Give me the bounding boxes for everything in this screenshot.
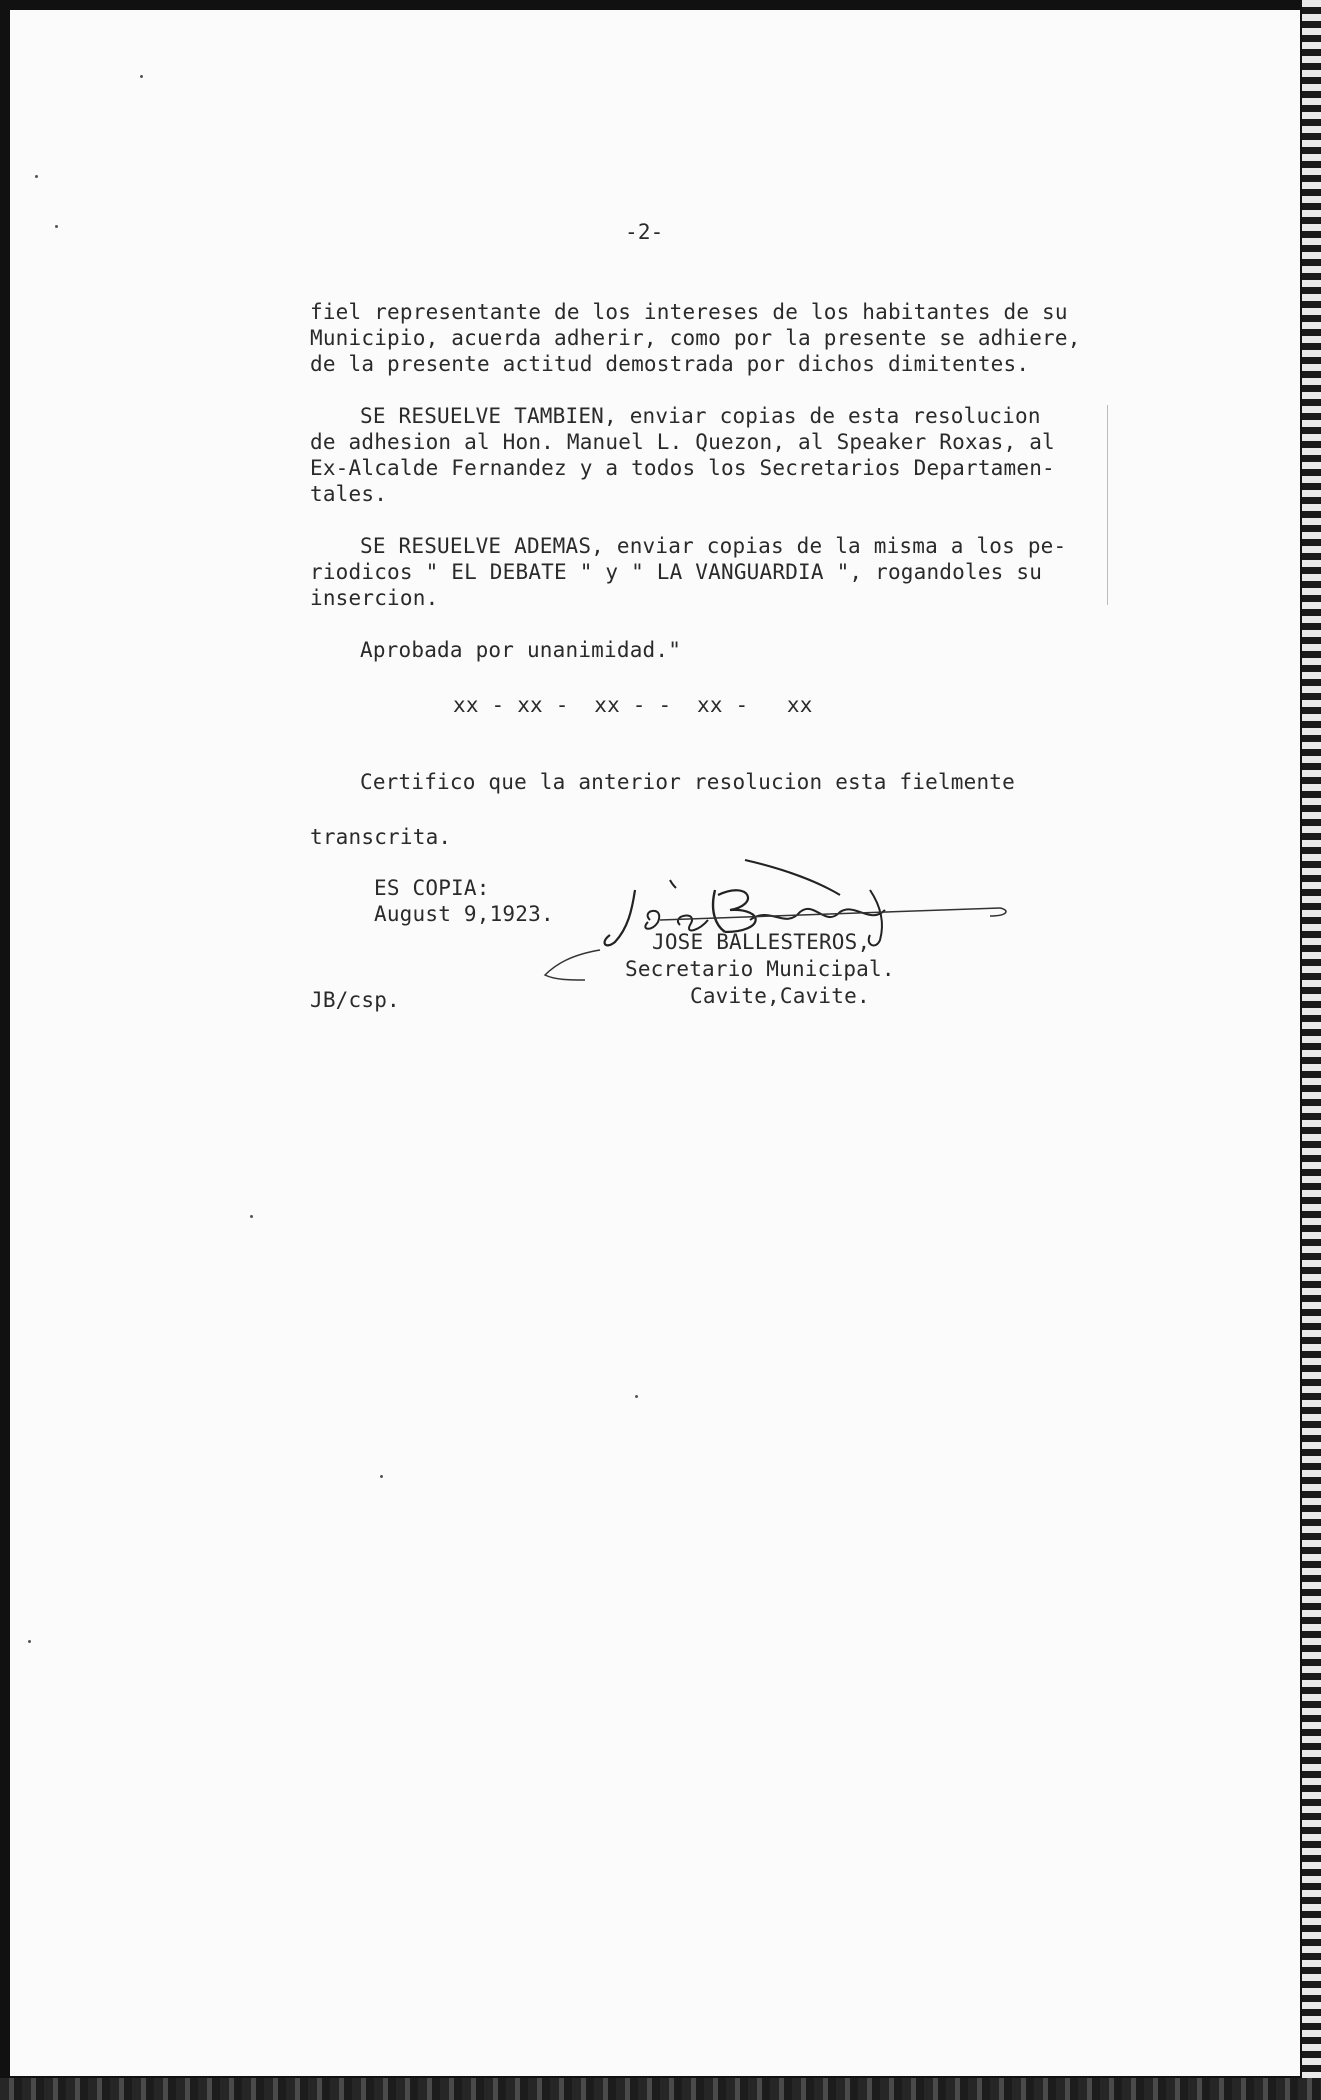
scan-speck <box>140 75 143 78</box>
scan-speck <box>55 225 58 228</box>
scan-speck <box>635 1395 638 1398</box>
scan-speck <box>380 1475 383 1478</box>
copy-label: ES COPIA: <box>374 876 490 900</box>
paragraph-2-line-4: tales. <box>310 482 388 506</box>
signatory-location: Cavite,Cavite. <box>690 984 870 1008</box>
certification-line-1: Certifico que la anterior resolucion esta fielmente <box>360 770 1015 794</box>
paragraph-1-line-3: de la presente actitud demostrada por dichos dimitentes. <box>310 352 1030 376</box>
paragraph-3-line-2: riodicos " EL DEBATE " y " LA VANGUARDIA ", rogandoles su <box>310 560 1043 584</box>
scan-speck <box>35 175 38 178</box>
paragraph-3-line-3: insercion. <box>310 586 439 610</box>
paragraph-2-line-2: de adhesion al Hon. Manuel L. Quezon, al Speaker Roxas, al <box>310 430 1055 454</box>
scan-frame-bottom <box>0 2078 1321 2100</box>
approval-line: Aprobada por unanimidad." <box>360 638 682 662</box>
paragraph-1-line-1: fiel representante de los intereses de los habitantes de su <box>310 300 1068 324</box>
scan-mark-line <box>1107 405 1108 605</box>
scan-speck <box>250 1215 253 1218</box>
page-number: -2- <box>625 220 664 244</box>
typist-initials: JB/csp. <box>310 988 400 1012</box>
signatory-title: Secretario Municipal. <box>625 957 895 981</box>
paragraph-3-line-1: SE RESUELVE ADEMAS, enviar copias de la misma a los pe- <box>360 534 1067 558</box>
paragraph-2-line-1: SE RESUELVE TAMBIEN, enviar copias de esta resolucion <box>360 404 1041 428</box>
signatory-name: JOSE BALLESTEROS, <box>652 930 871 954</box>
certification-line-2: transcrita. <box>310 825 452 849</box>
document-page <box>10 10 1300 2076</box>
scan-frame-right <box>1302 0 1321 2100</box>
paragraph-2-line-3: Ex-Alcalde Fernandez y a todos los Secretarios Departamen- <box>310 456 1055 480</box>
scan-speck <box>28 1640 31 1643</box>
separator-marks: xx - xx - xx - - xx - xx <box>453 693 813 717</box>
paragraph-1-line-2: Municipio, acuerda adherir, como por la presente se adhiere, <box>310 326 1081 350</box>
copy-date: August 9,1923. <box>374 902 554 926</box>
